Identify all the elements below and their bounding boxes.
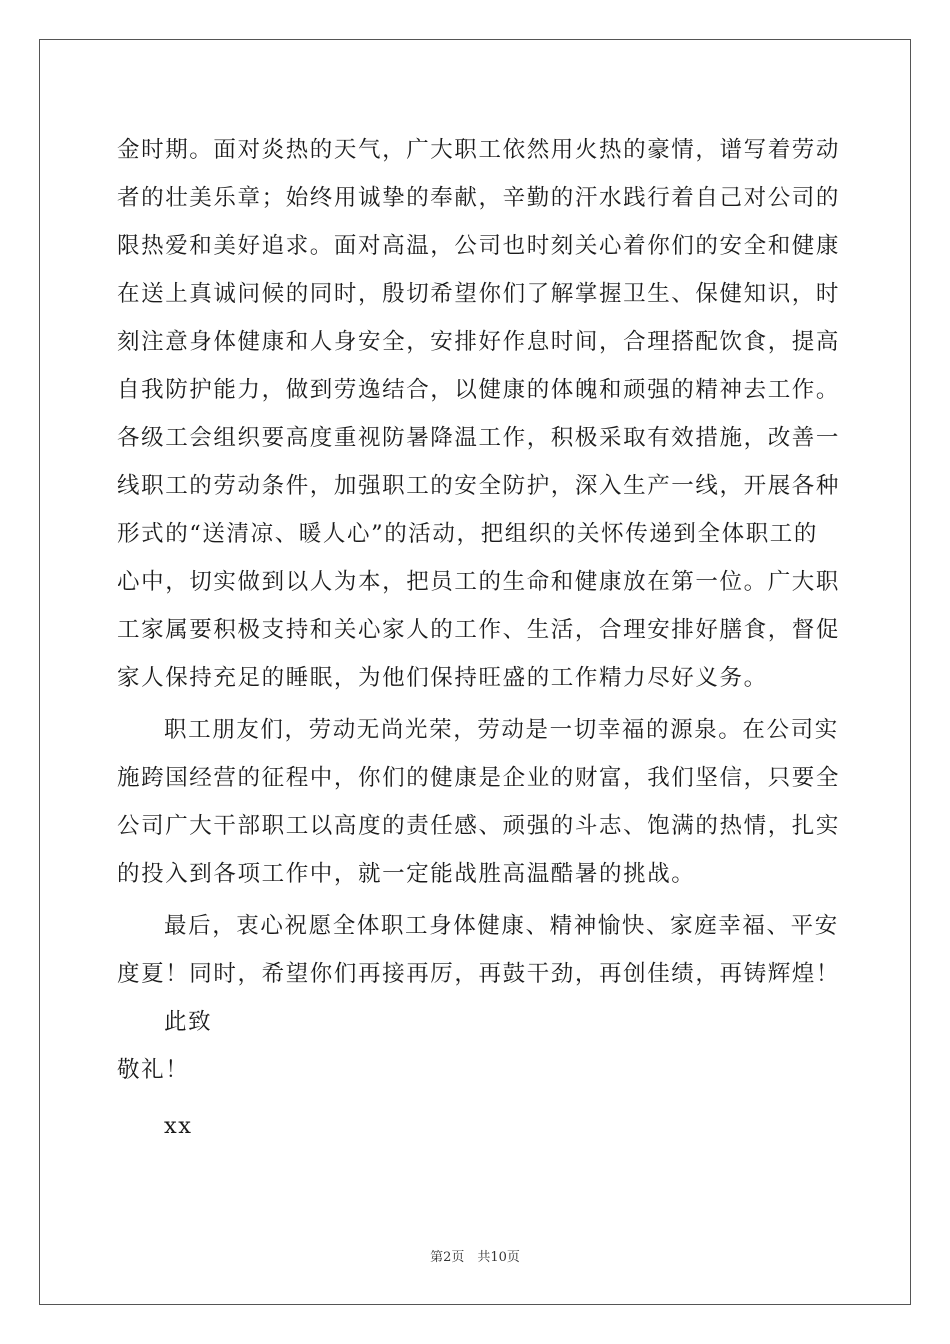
- text-line: 度夏！同时，希望你们再接再厉，再鼓干劲，再创佳绩，再铸辉煌！: [117, 961, 841, 987]
- letter-body: [117, 126, 841, 1150]
- paragraph-2: [117, 706, 841, 898]
- text-line: 刻注意身体健康和人身安全，安排好作息时间，合理搭配饮食，提高: [117, 329, 841, 355]
- salutation-line-2: 敬礼！: [117, 1057, 190, 1083]
- text-line: 最后，衷心祝愿全体职工身体健康、精神愉快、家庭幸福、平安: [164, 913, 839, 939]
- text-line: 形式的“送清凉、暖人心”的活动，把组织的关怀传递到全体职工的: [117, 521, 819, 547]
- text-line: 各级工会组织要高度重视防暑降温工作，积极采取有效措施，改善一: [117, 425, 841, 451]
- text-line: 心中，切实做到以人为本，把员工的生命和健康放在第一位。广大职: [117, 569, 841, 595]
- paragraph-3: [117, 902, 841, 998]
- salutation-line-1: 此致: [164, 1009, 213, 1035]
- text-line: 自我防护能力，做到劳逸结合，以健康的体魄和顽强的精神去工作。: [117, 377, 841, 403]
- closing: [117, 998, 837, 1150]
- text-line: 家人保持充足的睡眠，为他们保持旺盛的工作精力尽好义务。: [117, 665, 768, 691]
- text-line: 工家属要积极支持和关心家人的工作、生活，合理安排好膳食，督促: [117, 617, 841, 643]
- page-number-footer: 第2页 共10页: [430, 1250, 520, 1265]
- signature: xx: [164, 1113, 193, 1139]
- text-line: 在送上真诚问候的同时，殷切希望你们了解掌握卫生、保健知识，时: [117, 281, 841, 307]
- text-line: 职工朋友们，劳动无尚光荣，劳动是一切幸福的源泉。在公司实: [164, 717, 839, 743]
- paragraph-1: [117, 126, 841, 702]
- text-line: 线职工的劳动条件，加强职工的安全防护，深入生产一线，开展各种: [117, 473, 841, 499]
- text-line: 者的壮美乐章；始终用诚挚的奉献，辛勤的汗水践行着自己对公司的: [117, 185, 841, 211]
- text-line: 公司广大干部职工以高度的责任感、顽强的斗志、饱满的热情，扎实: [117, 813, 841, 839]
- text-line: 金时期。面对炎热的天气，广大职工依然用火热的豪情，谱写着劳动: [117, 137, 841, 163]
- text-line: 限热爱和美好追求。面对高温，公司也时刻关心着你们的安全和健康: [117, 233, 841, 259]
- text-line: 施跨国经营的征程中，你们的健康是企业的财富，我们坚信，只要全: [117, 765, 841, 791]
- text-line: 的投入到各项工作中，就一定能战胜高温酷暑的挑战。: [117, 861, 696, 887]
